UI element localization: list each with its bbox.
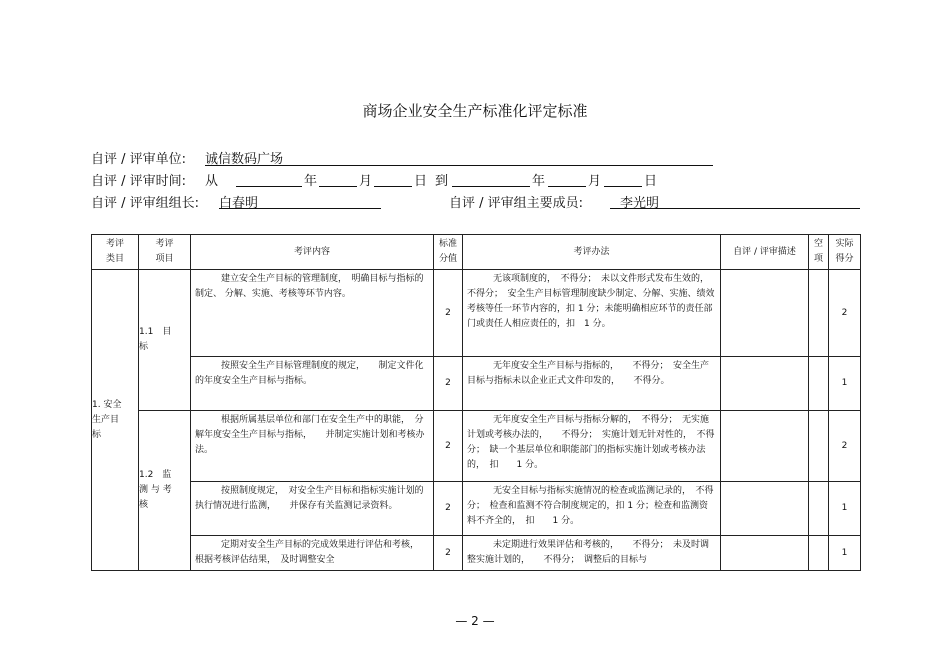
method-cell: 无年度安全生产目标与指标的， 不得分； 安全生产目标与指标未以企业正式文件印发的， 不得分。 — [463, 357, 721, 411]
table-row — [92, 536, 861, 571]
page-number: — 2 — — [455, 614, 495, 628]
time-to: 到 — [435, 174, 449, 189]
month-to-label: 月 — [588, 174, 602, 189]
empty-cell — [809, 270, 829, 357]
actual-cell: 2 — [829, 270, 861, 357]
evaluation-table — [91, 234, 861, 571]
page-title: 商场企业安全生产标准化评定标准 — [362, 102, 588, 120]
month-from-underline — [319, 186, 357, 187]
item-cell: 1.1 目 标 — [139, 270, 191, 411]
method-cell: 无安全目标与指标实施情况的检查或监测记录的， 不得分； 检查和监测不符合制度规定的，扣 1 分；检查和监测资料不齐全的， 扣 1 分。 — [463, 482, 721, 536]
table-row — [92, 482, 861, 536]
year-from-underline — [236, 186, 302, 187]
score-cell: 2 — [434, 482, 463, 536]
year-from-label: 年 — [304, 174, 318, 189]
header-method: 考评办法 — [463, 235, 721, 270]
leader-label: 自评 / 评审组组长: — [91, 196, 200, 211]
members-underline — [610, 208, 860, 209]
actual-cell: 1 — [829, 536, 861, 571]
unit-underline — [205, 165, 713, 166]
time-label: 自评 / 评审时间: — [91, 174, 187, 189]
content-cell: 定期对安全生产目标的完成效果进行评估和考核， 根据考核评估结果， 及时调整安全 — [191, 536, 434, 571]
year-to-label: 年 — [532, 174, 546, 189]
content-cell: 按照制度规定， 对安全生产目标和指标实施计划的执行情况进行监测， 并保存有关监测记录资料。 — [191, 482, 434, 536]
table-row — [92, 270, 861, 357]
content-cell: 根据所属基层单位和部门在安全生产中的职能， 分解年度安全生产目标与指标， 并制定实施计划和考核办法。 — [191, 411, 434, 482]
year-to-underline — [452, 186, 530, 187]
score-cell: 2 — [434, 411, 463, 482]
members-label: 自评 / 评审组主要成员: — [449, 196, 584, 211]
header-desc: 自评 / 评审描述 — [721, 235, 809, 270]
table-header-row — [92, 235, 861, 270]
score-cell: 2 — [434, 357, 463, 411]
header-item: 考评 项目 — [139, 235, 191, 270]
method-cell: 无该项制度的， 不得分； 未以文件形式发布生效的， 不得分； 安全生产目标管理制度缺少制定、分解、实施、绩效考核等任一环节内容的，扣 1 分；未能明确相应环节的责任部门或责任人相应责任的，扣 1 分。 — [463, 270, 721, 357]
header-actual: 实际 得分 — [829, 235, 861, 270]
actual-cell: 1 — [829, 357, 861, 411]
desc-cell — [721, 482, 809, 536]
day-from-label: 日 — [414, 174, 428, 189]
method-cell: 无年度安全生产目标与指标分解的， 不得分； 无实施计划或考核办法的， 不得分； 实施计划无针对性的， 不得分； 缺一个基层单位和职能部门的指标实施计划或考核办法的， 扣 1 分。 — [463, 411, 721, 482]
actual-cell: 1 — [829, 482, 861, 536]
unit-label: 自评 / 评审单位: — [91, 152, 187, 167]
desc-cell — [721, 357, 809, 411]
header-score: 标准 分值 — [434, 235, 463, 270]
item-cell: 1.2 监 测 与 考 核 — [139, 411, 191, 571]
empty-cell — [809, 482, 829, 536]
empty-cell — [809, 536, 829, 571]
header-content: 考评内容 — [191, 235, 434, 270]
score-cell: 2 — [434, 536, 463, 571]
score-cell: 2 — [434, 270, 463, 357]
table-row — [92, 411, 861, 482]
month-to-underline — [548, 186, 586, 187]
actual-cell: 2 — [829, 411, 861, 482]
empty-cell — [809, 357, 829, 411]
desc-cell — [721, 536, 809, 571]
header-empty: 空 项 — [809, 235, 829, 270]
desc-cell — [721, 411, 809, 482]
content-cell: 按照安全生产目标管理制度的规定， 制定文件化的年度安全生产目标与指标。 — [191, 357, 434, 411]
members-value: 李光明 — [620, 196, 660, 211]
header-category: 考评 类目 — [92, 235, 139, 270]
content-cell: 建立安全生产目标的管理制度， 明确目标与指标的制定、 分解、实施、考核等环节内容。 — [191, 270, 434, 357]
category-cell: 1. 安全 生产目 标 — [92, 270, 139, 571]
day-from-underline — [374, 186, 412, 187]
leader-underline — [219, 208, 381, 209]
month-from-label: 月 — [359, 174, 373, 189]
day-to-label: 日 — [644, 174, 658, 189]
leader-value: 白春明 — [219, 196, 259, 211]
method-cell: 未定期进行效果评估和考核的， 不得分； 未及时调整实施计划的， 不得分； 调整后的目标与 — [463, 536, 721, 571]
desc-cell — [721, 270, 809, 357]
empty-cell — [809, 411, 829, 482]
table-row — [92, 357, 861, 411]
unit-value: 诚信数码广场 — [205, 152, 284, 167]
time-from: 从 — [205, 174, 219, 189]
day-to-underline — [604, 186, 642, 187]
